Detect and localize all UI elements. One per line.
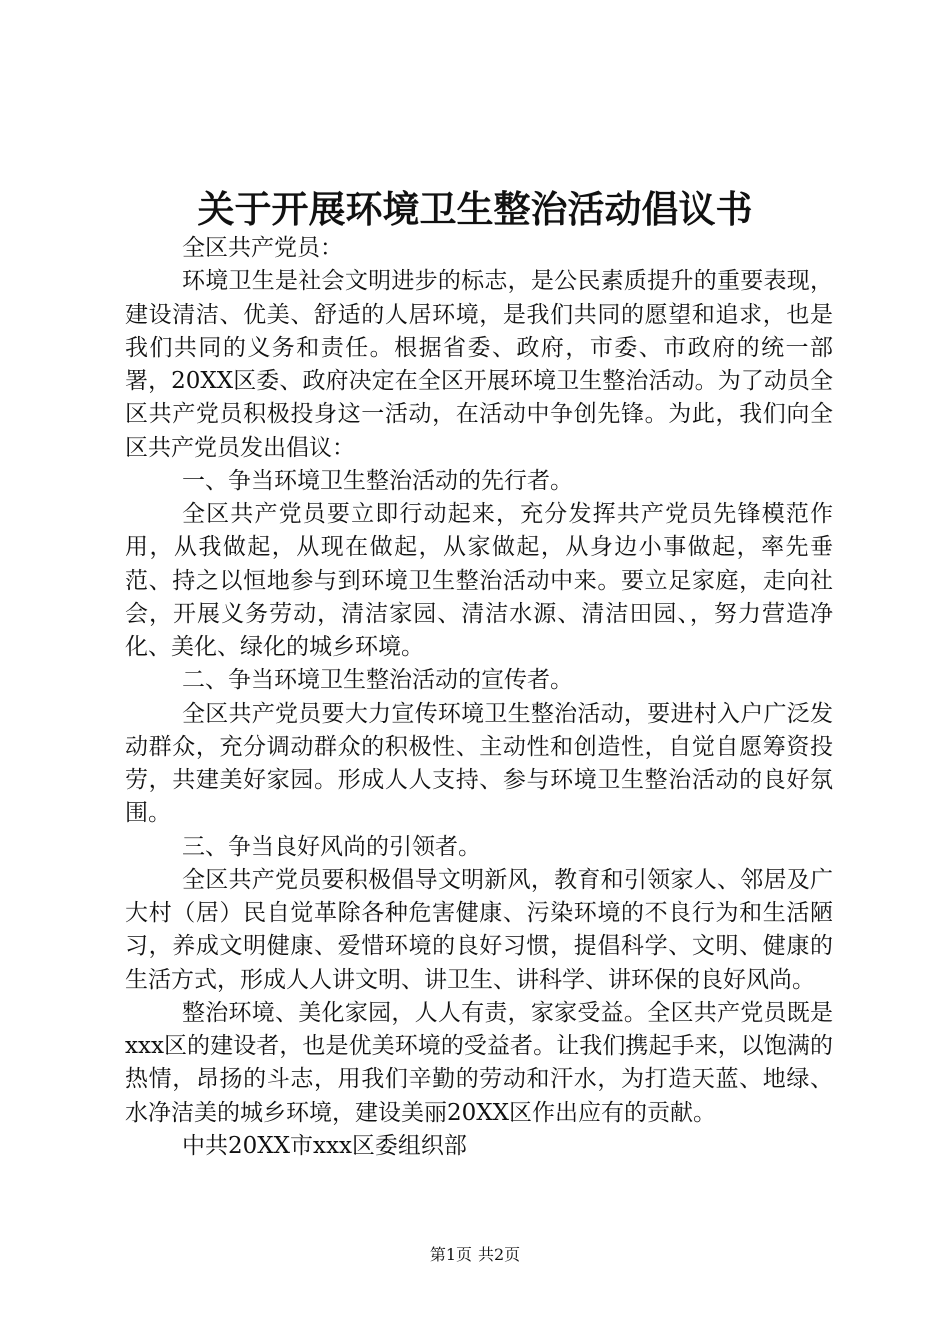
section-heading-2: 二、争当环境卫生整治活动的宣传者。 (182, 667, 573, 694)
document-title: 关于开展环境卫生整治活动倡议书 (197, 187, 753, 231)
section-paragraph-2: 全区共产党员要大力宣传环境卫生整治活动，要进村入户广泛发动群众，充分调动群众的积极性、主动性和创造性，自觉自愿筹资投劳，共建美好家园。形成人人支持、参与环境卫生整治活动的良好氛围。 (125, 700, 833, 827)
intro-paragraph: 环境卫生是社会文明进步的标志，是公民素质提升的重要表现，建设清洁、优美、舒适的人居环境，是我们共同的愿望和追求，也是我们共同的义务和责任。根据省委、政府，市委、市政府的统一部署，20XX区委、政府决定在全区开展环境卫生整治活动。为了动员全区共产党员积极投身这一活动，在活动中争创先锋。为此，我们向全区共产党员发出倡议： (125, 268, 833, 461)
section-paragraph-1: 全区共产党员要立即行动起来，充分发挥共产党员先锋模范作用，从我做起，从现在做起，从家做起，从身边小事做起，率先垂范、持之以恒地参与到环境卫生整治活动中来。要立足家庭，走向社会，开展义务劳动，清洁家园、清洁水源、清洁田园、，努力营造净化、美化、绿化的城乡环境。 (125, 501, 833, 660)
section-heading-1: 一、争当环境卫生整治活动的先行者。 (182, 467, 573, 494)
page-footer (0, 1244, 950, 1266)
section-paragraph-3: 全区共产党员要积极倡导文明新风，教育和引领家人、邻居及广大村（居）民自觉革除各种危害健康、污染环境的不良行为和生活陋习，养成文明健康、爱惜环境的良好习惯，提倡科学、文明、健康的生活方式，形成人人讲文明、讲卫生、讲科学、讲环保的良好风尚。 (125, 866, 833, 993)
signature: 中共20XX市xxx区委组织部 (182, 1132, 467, 1159)
closing-paragraph: 整治环境、美化家园，人人有责，家家受益。全区共产党员既是xxx区的建设者，也是优美环境的受益者。让我们携起手来，以饱满的热情，昂扬的斗志，用我们辛勤的劳动和汗水，为打造天蓝、地绿、水净洁美的城乡环境，建设美丽20XX区作出应有的贡献。 (125, 999, 833, 1126)
page-number: 第1页 (429, 1245, 472, 1264)
document-body (125, 232, 833, 1163)
total-pages: 共2页 (478, 1245, 521, 1264)
section-heading-3: 三、争当良好风尚的引领者。 (182, 833, 481, 860)
salutation: 全区共产党员： (182, 235, 343, 261)
